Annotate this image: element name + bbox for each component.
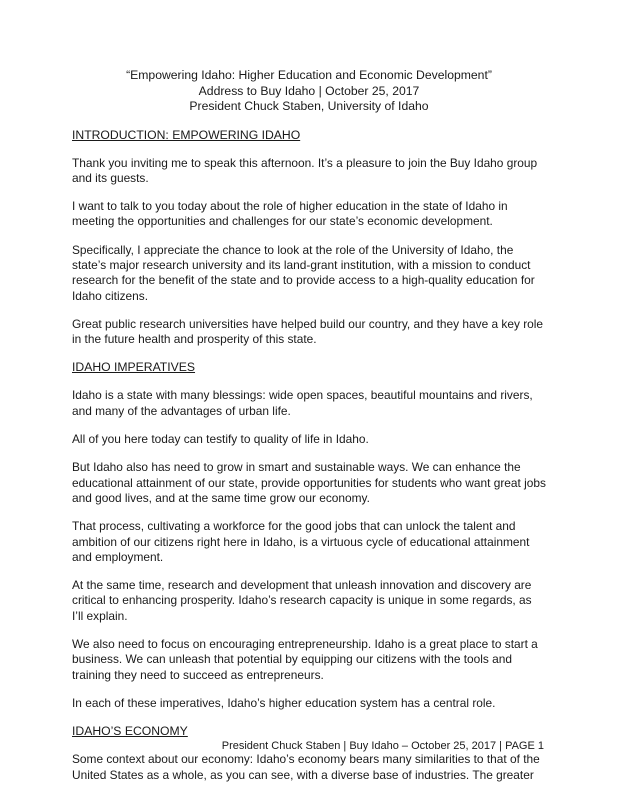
paragraph: Thank you inviting me to speak this afternoon. It’s a pleasure to join the Buy Idaho group and its guests. bbox=[72, 155, 538, 185]
section-heading: IDAHO’S ECONOMY bbox=[72, 724, 188, 739]
paragraph: At the same time, research and development that unleash innovation and discovery are critical to enhancing prosperity. Idaho’s research capacity is unique in some regards, as I’ll explain. bbox=[72, 578, 532, 623]
paragraph: But Idaho also has need to grow in smart and sustainable ways. We can enhance the educational attainment of our state, provide opportunities for students who want great jobs and good lives, and at the same time grow our economy. bbox=[72, 460, 546, 505]
paragraph: I want to talk to you today about the role of higher education in the state of Idaho in meeting the opportunities and challenges for our state’s economic development. bbox=[72, 199, 508, 229]
paragraph: In each of these imperatives, Idaho’s higher education system has a central role. bbox=[72, 695, 496, 710]
document-page bbox=[72, 68, 546, 796]
section-heading: IDAHO IMPERATIVES bbox=[72, 360, 196, 375]
paragraph: Specifically, I appreciate the chance to look at the role of the University of Idaho, the state’s major research university and its land-grant institution, with a mission to conduct research for the benefit of the state and to provide access to a high-quality education for Idaho citizens. bbox=[72, 242, 535, 303]
paragraph: That process, cultivating a workforce for the good jobs that can unlock the talent and ambition of our citizens right here in Idaho, is a virtuous cycle of educational attainment and employment. bbox=[72, 519, 530, 564]
document-subtitle-event: Address to Buy Idaho | October 25, 2017 bbox=[198, 83, 420, 98]
paragraph: Great public research universities have helped build our country, and they have a key role in the future health and prosperity of this state. bbox=[72, 316, 544, 347]
paragraph: All of you here today can testify to quality of life in Idaho. bbox=[72, 432, 369, 447]
section-idaho-imperatives bbox=[72, 360, 546, 711]
section-heading: INTRODUCTION: EMPOWERING IDAHO bbox=[72, 127, 301, 142]
section-introduction bbox=[72, 128, 546, 348]
page-footer: President Chuck Staben | Buy Idaho – October 25, 2017 | PAGE 1 bbox=[221, 740, 544, 752]
section-idaho-economy bbox=[72, 724, 546, 783]
paragraph: We also need to focus on encouraging entrepreneurship. Idaho is a great place to start a business. We can unleash that potential by equipping our citizens with the tools and training they need to succeed as entrepreneurs. bbox=[72, 637, 538, 682]
title-block bbox=[72, 68, 546, 115]
paragraph: Idaho is a state with many blessings: wide open spaces, beautiful mountains and rivers, and many of the advantages of urban life. bbox=[72, 388, 533, 418]
document-subtitle-speaker: President Chuck Staben, University of Idaho bbox=[189, 99, 429, 113]
document-title: “Empowering Idaho: Higher Education and Economic Development” bbox=[126, 68, 492, 82]
paragraph: Some context about our economy: Idaho’s economy bears many similarities to that of the United States as a whole, as you can see, with a diverse base of industries. The greater bbox=[72, 752, 540, 782]
